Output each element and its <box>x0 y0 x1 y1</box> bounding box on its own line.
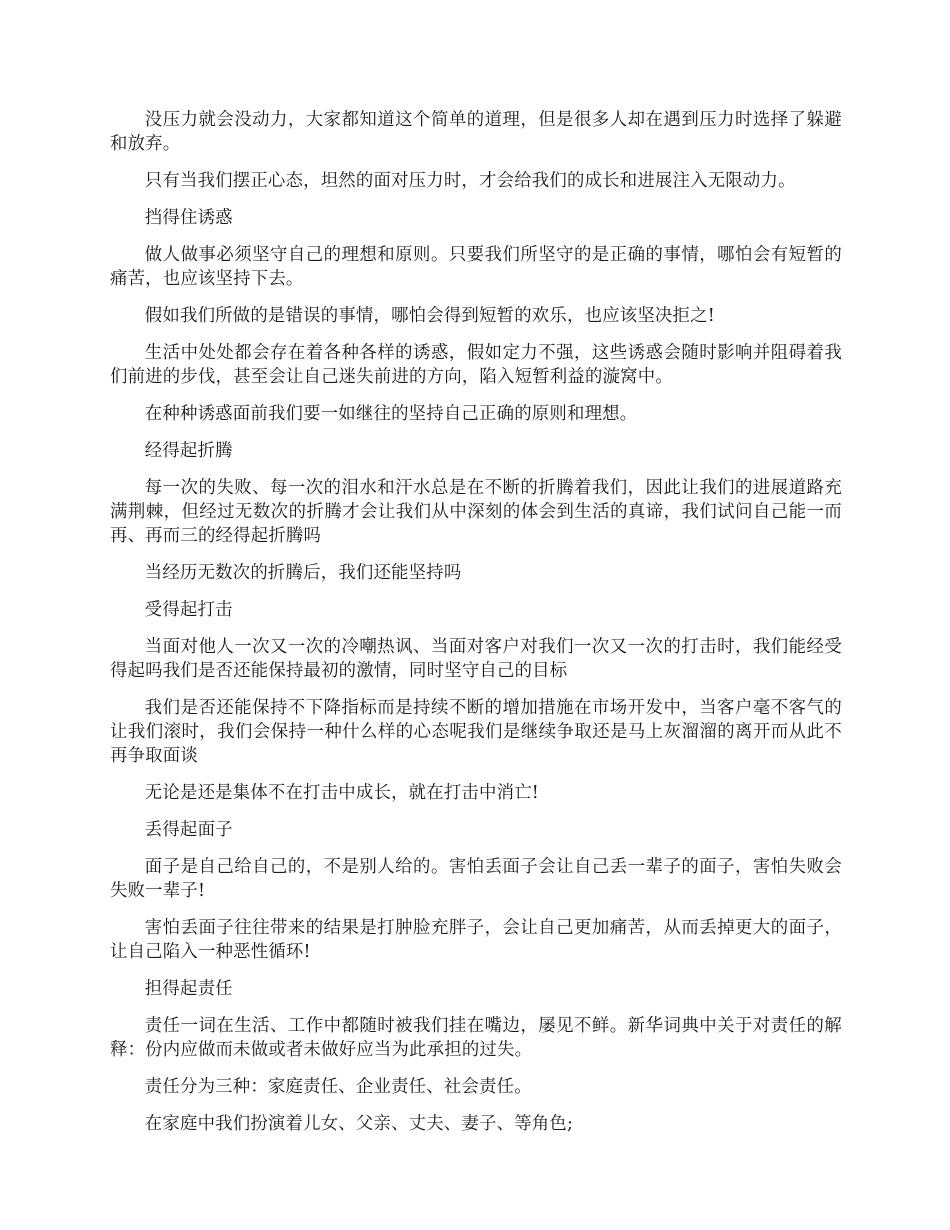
paragraph: 当经历无数次的折腾后，我们还能坚持吗 <box>144 563 462 583</box>
section-heading: 受得起打击 <box>144 600 233 620</box>
paragraph: 责任一词在生活、工作中都随时被我们挂在嘴边，屡见不鲜。新华词典中关于对责任的解释：份内应做而未做或者未做好应当为此承担的过失。 <box>110 1016 842 1060</box>
paragraph: 责任分为三种：家庭责任、企业责任、社会责任。 <box>144 1077 532 1097</box>
paragraph: 面子是自己给自己的，不是别人给的。害怕丢面子会让自己丢一辈子的面子，害怕失败会失败一辈子! <box>110 857 842 901</box>
paragraph: 假如我们所做的是错误的事情，哪怕会得到短暂的欢乐，也应该坚决拒之! <box>144 306 715 326</box>
section-heading: 担得起责任 <box>144 979 233 999</box>
paragraph: 只有当我们摆正心态，坦然的面对压力时，才会给我们的成长和进展注入无限动力。 <box>144 171 796 191</box>
paragraph: 无论是还是集体不在打击中成长，就在打击中消亡! <box>144 783 539 803</box>
paragraph: 每一次的失败、每一次的泪水和汗水总是在不断的折腾着我们，因此让我们的进展道路充满荆棘，但经过无数次的折腾才会让我们从中深刻的体会到生活的真谛，我们试问自己能一而再、再而三的经得起折腾吗 <box>110 478 842 546</box>
paragraph: 没压力就会没动力，大家都知道这个简单的道理，但是很多人却在遇到压力时选择了躲避和放弃。 <box>110 110 842 154</box>
paragraph: 害怕丢面子往往带来的结果是打肿脸充胖子，会让自己更加痛苦，从而丢掉更大的面子，让自己陷入一种恶性循环! <box>110 918 842 962</box>
paragraph: 生活中处处都会存在着各种各样的诱惑，假如定力不强，这些诱惑会随时影响并阻碍着我们前进的步伐，甚至会让自己迷失前进的方向，陷入短暂利益的漩窝中。 <box>110 343 842 387</box>
section-heading: 经得起折腾 <box>144 441 233 461</box>
paragraph: 当面对他人一次又一次的冷嘲热讽、当面对客户对我们一次又一次的打击时，我们能经受得起吗我们是否还能保持最初的激情，同时坚守自己的目标 <box>110 637 842 681</box>
section-heading: 挡得住诱惑 <box>144 208 233 228</box>
paragraph: 在种种诱惑面前我们要一如继往的坚持自己正确的原则和理想。 <box>144 404 638 424</box>
section-heading: 丢得起面子 <box>144 820 233 840</box>
paragraph: 做人做事必须坚守自己的理想和原则。只要我们所坚守的是正确的事情，哪怕会有短暂的痛苦，也应该坚持下去。 <box>110 245 842 289</box>
paragraph: 我们是否还能保持不下降指标而是持续不断的增加措施在市场开发中，当客户毫不客气的让我们滚时，我们会保持一种什么样的心态呢我们是继续争取还是马上灰溜溜的离开而从此不再争取面谈 <box>110 698 842 766</box>
paragraph: 在家庭中我们扮演着儿女、父亲、丈夫、妻子、等角色; <box>144 1114 574 1134</box>
